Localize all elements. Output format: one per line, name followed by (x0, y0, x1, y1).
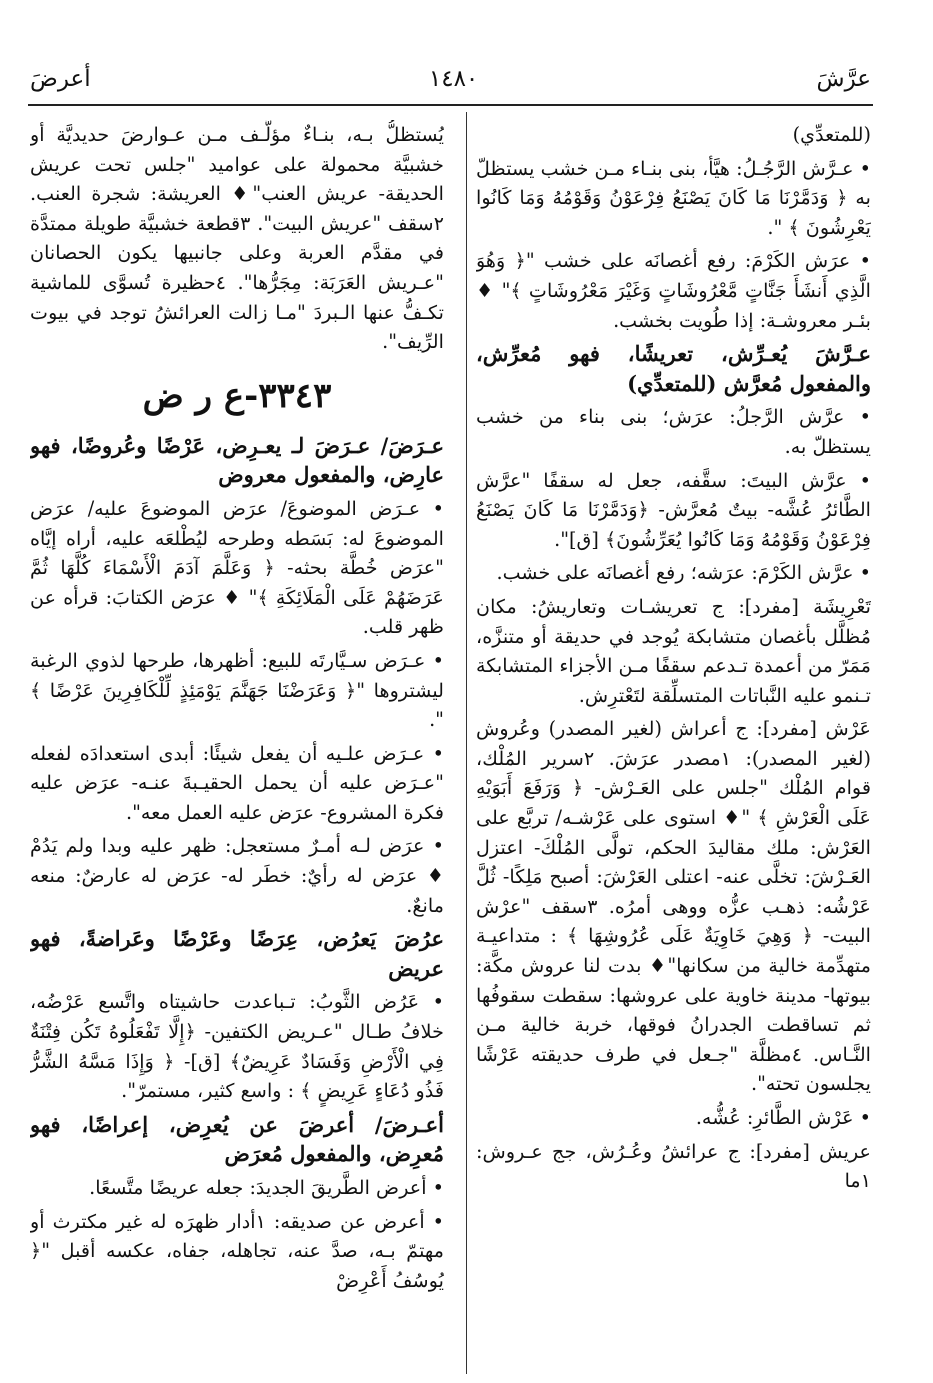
left-column (30, 120, 444, 1375)
column-divider (466, 112, 467, 1374)
entry-paragraph: (للمتعدِّي) (792, 123, 871, 146)
lemma-heading: عرُضَ يَعرُض، عِرَضًا وعَرْضًا وعَراضةً، فهو عريض (30, 926, 444, 981)
entry-paragraph: • عـرَض علـيه أن يفعل شيئًا: أبدى استعدادَه لفعله "عـرَض عليه أن يحمل الحقيـبةَ عنـه- عرَض عليه فكرة المشروع- عرَض عليه العمل معه". (30, 741, 444, 824)
right-column (476, 120, 871, 1375)
entry-paragraph: • أعرض عن صديقه: ١أدار ظهرَه له غير مكترث أو مهتمّ بـه، صدَّ عنه، تجاهله، جفاه، عكسه أقبل "﴿ يُوسُفُ أَعْرِضْ (30, 1209, 444, 1292)
header-right-word: عرَّشَ (816, 66, 871, 92)
entry-paragraph: • عرَّش البيتَ: سقَّفه، جعل له سقفًا "عرَّش الطَّائرُ عُشَّه- بيتٌ مُعرَّش- ﴿وَدَمَّرْنَا مَا كَانَ يَصْنَعُ فِرْعَوْنُ وَقَوْمُهُ وَمَا كَانُوا يُعَرِّشُونَ﴾ [ق]". (476, 468, 871, 551)
entry-paragraph: • عـرَض سـيَّارتَه للبيع: أظهرها، طرحها لذوي الرغبة ليشتروها "﴿ وَعَرَضْنَا جَهَنَّمَ يَوْمَئِذٍ لِّلْكَافِرِينَ عَرْضًا ﴾ ". (30, 648, 444, 732)
entry-paragraph: • عـرَّش الرَّجُـلُ: هيَّأ، بنى بنـاء مـن خشب يستظلّ به ﴿ وَدَمَّرْنَا مَا كَانَ يَصْنَعُ فِرْعَوْنُ وَقَوْمُهُ وَمَا كَانُوا يَعْرِشُونَ ﴾ ". (476, 156, 871, 239)
entry-paragraph: • عَرْش الطَّائرِ: عُشُّه. (695, 1106, 871, 1129)
entry-paragraph: • عَرُض الثَّوبُ: تـباعدت حاشيتاه واتَّسع عَرْضُه، خلافُ طـال "عـريض الكتفين- ﴿إِلَّا تَفْعَلُوهُ تَكُن فِتْنَةٌ فِي الْأَرْضِ وَفَسَادٌ عَرِيضٌ﴾ [ق]- ﴿ وَإِذَا مَسَّهُ الشَّرُّ فَذُو دُعَاءٍ عَرِيضٍ ﴾ : واسع كثير، مستمرّ". (30, 990, 444, 1103)
lemma-heading: أعـرضَ/ أعرضَ عن يُعرِض، إعراضًا، فهو مُعرِض، والمفعول مُعرَض (30, 1111, 444, 1167)
entry-paragraph: • عرَض لـه أمـرٌ مستعجل: ظهر عليه وبدا ولم يَدُمْ ♦ عرَض له رأيٌ: خطَر له- عرَض له عارضٌ: منعه مانعٌ. (30, 834, 444, 917)
header-left-word: أعرضَ (30, 66, 91, 92)
running-header (30, 56, 871, 102)
entry-paragraph: عريش [مفرد]: ج عرائشُ وعُـرُش، جج عـروش: ١ما (476, 1139, 871, 1193)
entry-paragraph: عَرْش [مفرد]: ج أعراش (لغير المصدر) وعُروش (لغير المصدر): ١مصدر عرَشَ. ٢سرير المُلْك، قوام المُلْك "جلس على العَـرْش- ﴿ وَرَفَعَ أَبَوَيْهِ عَلَى الْعَرْشِ ﴾ "♦ استوى على عَرْشـه/ تربَّع على العَرْش: ملك مقاليدَ الحكم، تولَّى المُلْكَ- اعتزل العَـرْشَ: تخلَّى عنه- اعتلى العَرْشَ: أصبح مَلِكًا- ثُلَّ عَرْشُه: ذهـب عزُّه ووهى أمرُه. ٣سقف "عرْش البيت- ﴿ وَهِيَ خَاوِيَةٌ عَلَى عُرُوشِهَا ﴾ : متداعيـة متهدِّمة خالية من سكانها"♦ بدت لنا عروش مكَّة: بيوتها- مدينة خاوية على عروشها: سقطت سقوفُها ثم تساقطت الجدرانُ فوقها، خربة خالية مـن النَّـاس. ٤مظلَّة "جـعل في طرف حديقته عَرْشًا يجلسون تحته". (476, 717, 871, 1096)
entry-paragraph: • عرَّش الرَّجلُ: عرَش؛ بنى بناء من خشب يستظلّ به. (476, 405, 871, 458)
root-heading: ٣٣٤٣-ع ر ض (142, 375, 332, 416)
entry-paragraph: • عـرَض الموضوعَ/ عرَض الموضوعَ عليه/ عرَض الموضوعَ له: بَسَطه وطرحه ليُطْلعَه عليه، أراه إيَّاه "عرَض خُطَّة بحثه- ﴿ وَعَلَّمَ آدَمَ الْأَسْمَاءَ كُلَّهَا ثُمَّ عَرَضَهُمْ عَلَى الْمَلَائِكَةِ ﴾" ♦ عرَض الكتابَ: قرأه عن ظهر قلب. (30, 496, 444, 639)
entry-paragraph: تَعْرِيشَة [مفرد]: ج تعريشـات وتعاريشُ: مكان مُظلَّل بأغصان متشابكة يُوجد في حديقة أو متنزَّه، مَمَرّ من أعمدة تـدعم سقفًا مـن الأجزاء المتشابكة تـنمو عليه النَّباتات المتسلِّقة لتَعْترِش. (476, 594, 871, 707)
header-rule (28, 104, 873, 106)
entry-paragraph: • أعرض الطَّريقَ الجديدَ: جعله عريضًا متَّسعًا. (89, 1176, 444, 1199)
page-number: ١٤٨٠ (428, 66, 479, 92)
entry-paragraph: • عرَش الكَرْمَ: رفع أغصانَه على خشب "﴿ وَهُوَ الَّذِي أَنشَأَ جَنَّاتٍ مَّعْرُوشَاتٍ وَغَيْرَ مَعْرُوشَاتٍ ﴾" ♦ بئـر معروشـة: إذا طُويت بخشب. (476, 249, 871, 332)
entry-paragraph: يُستظلُّ بـه، بنـاءٌ مؤلَّـف مـن عـوارضَ حديديَّة أو خشبيَّة محمولة على عواميد "جلس تحت عريش الحديقة- عريش العنب"♦ العريشة: شجرة العنب. ٢سقف "عريش البيت". ٣قطعة خشبيَّة طويلة ممتدَّة في مقدَّم العربة وعلى جانبيها يكون الحصانان "عـريش العَرَبَة: مِجَرُّها". ٤حظيرة تُسوَّى للماشية تكـفُّ عنها الـبردَ "مـا زالت العرائشُ توجد في بيوت الرِّيف". (30, 123, 444, 354)
lemma-heading: عـرَضَ/ عـرَضَ لـ يعـرِض، عَرْضًا وعُروضًا، فهو عارِض، والمفعول معروض (30, 432, 444, 488)
lemma-heading: عـرَّشَ يُعـرِّش، تعريشًا، فهو مُعرِّش، والمفعول مُعرَّش (للمتعدِّي) (476, 341, 871, 396)
entry-paragraph: • عرَّش الكَرْمَ: عرَشه؛ رفع أغصانَه على خشب. (496, 561, 871, 585)
